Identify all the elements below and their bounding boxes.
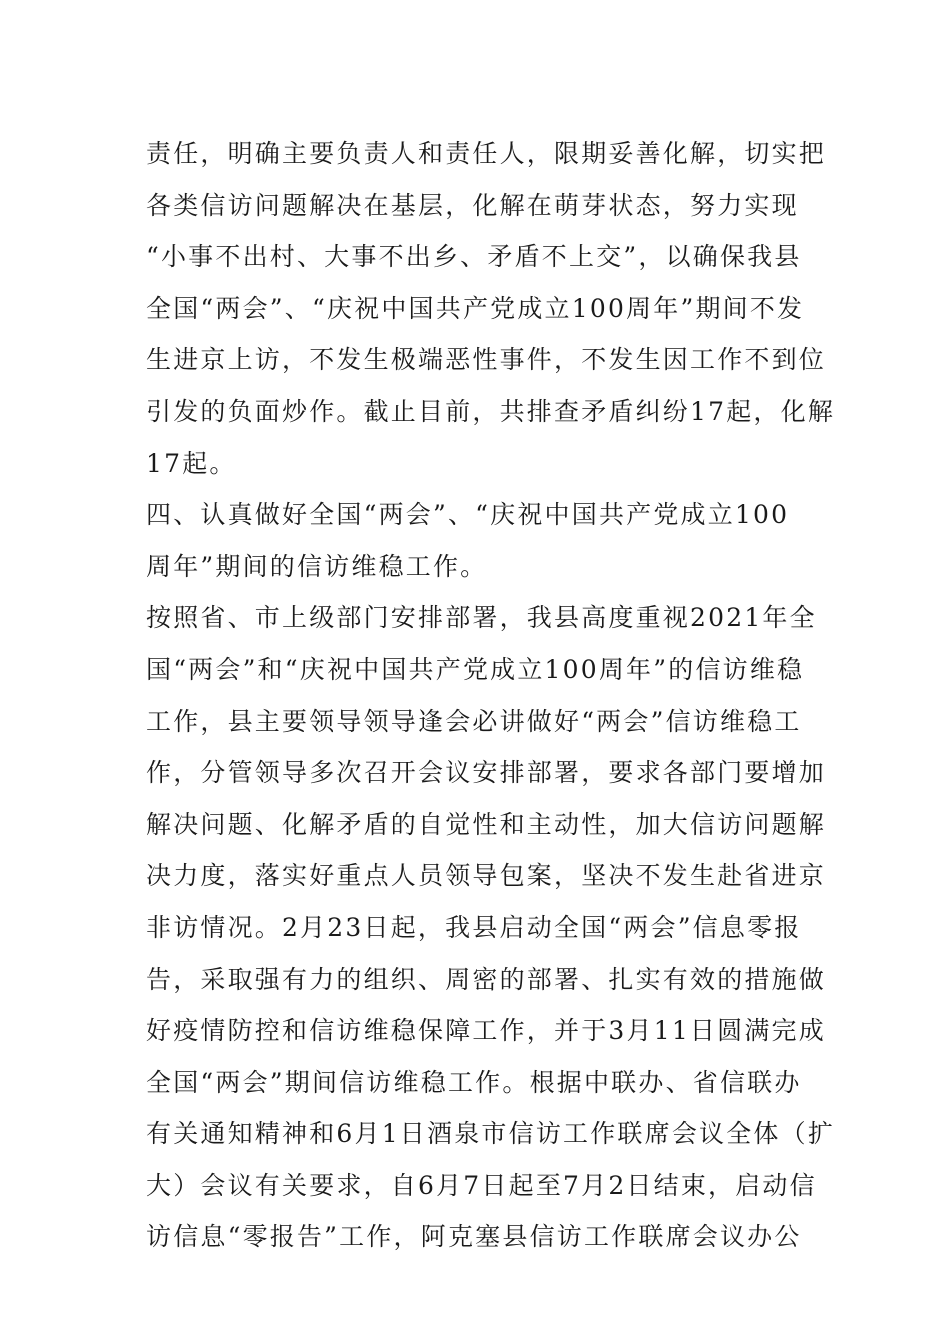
text-line: 解决问题、化解矛盾的自觉性和主动性，加大信访问题解 bbox=[146, 809, 827, 839]
text-line: 17起。 bbox=[146, 448, 237, 478]
text-line: 生进京上访，不发生极端恶性事件，不发生因工作不到位 bbox=[146, 345, 827, 375]
text-line: 各类信访问题解决在基层，化解在萌芽状态，努力实现 bbox=[146, 190, 799, 220]
text-line: 访信息“零报告”工作，阿克塞县信访工作联席会议办公 bbox=[146, 1222, 802, 1252]
text-line: 有关通知精神和6月1日酒泉市信访工作联席会议全体（扩 bbox=[146, 1119, 836, 1149]
section-heading-line: 周年”期间的信访维稳工作。 bbox=[146, 551, 488, 581]
text-line: 工作，县主要领导领导逢会必讲做好“两会”信访维稳工 bbox=[146, 706, 802, 736]
text-line: 全国“两会”期间信访维稳工作。根据中联办、省信联办 bbox=[146, 1067, 802, 1097]
text-line: 大）会议有关要求，自6月7日起至7月2日结束，启动信 bbox=[146, 1170, 817, 1200]
text-line: 作，分管领导多次召开会议安排部署，要求各部门要增加 bbox=[146, 758, 827, 788]
text-line: “小事不出村、大事不出乡、矛盾不上交”，以确保我县 bbox=[146, 242, 802, 272]
text-line: 好疫情防控和信访维稳保障工作，并于3月11日圆满完成 bbox=[146, 1016, 826, 1046]
text-line: 非访情况。2月23日起，我县启动全国“两会”信息零报 bbox=[146, 912, 802, 942]
text-line: 决力度，落实好重点人员领导包案，坚决不发生赴省进京 bbox=[146, 861, 827, 891]
body-text bbox=[146, 128, 836, 1263]
text-line: 全国“两会”、“庆祝中国共产党成立100周年”期间不发 bbox=[146, 293, 805, 323]
text-line: 引发的负面炒作。截止目前，共排查矛盾纠纷17起，化解 bbox=[146, 396, 836, 426]
section-heading-line: 四、认真做好全国“两会”、“庆祝中国共产党成立100 bbox=[146, 500, 790, 530]
text-line: 国“两会”和“庆祝中国共产党成立100周年”的信访维稳 bbox=[146, 654, 805, 684]
text-line: 责任，明确主要负责人和责任人，限期妥善化解，切实把 bbox=[146, 139, 827, 168]
text-line: 按照省、市上级部门安排部署，我县高度重视2021年全 bbox=[146, 603, 817, 633]
text-line: 告，采取强有力的组织、周密的部署、扎实有效的措施做 bbox=[146, 964, 827, 994]
